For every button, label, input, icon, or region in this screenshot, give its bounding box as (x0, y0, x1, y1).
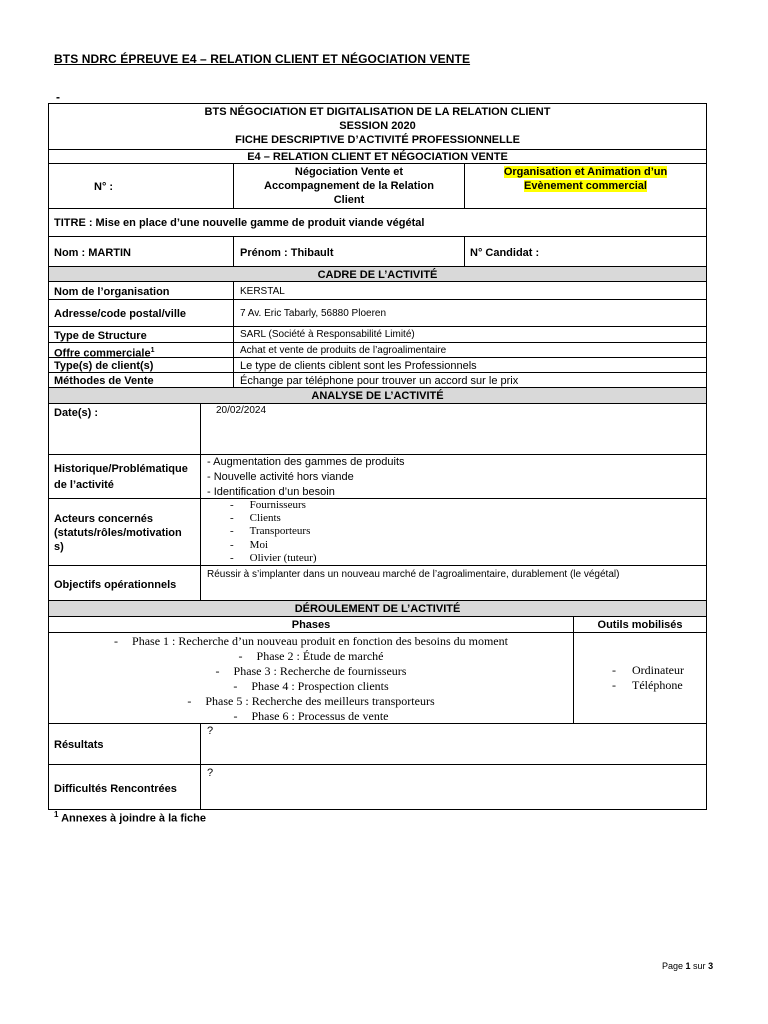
header-epreuve-cell (233, 163, 465, 209)
outils-list (612, 663, 684, 693)
no-label: N° : (94, 181, 114, 193)
date-value: 20/02/2024 (200, 403, 707, 455)
header-no-cell (48, 163, 234, 209)
candidat-cell (464, 236, 707, 267)
cadre-value-offre: Achat et vente de produits de l’agroalimentaire (233, 342, 707, 358)
cadre-value-structure: SARL (Société à Responsabilité Limité) (233, 326, 707, 343)
prenom-cell (233, 236, 465, 267)
outil-item: - Téléphone (612, 678, 683, 692)
offre-label-text: Offre commerciale (54, 347, 151, 360)
historique-item: - Identification d’un besoin (207, 486, 335, 498)
nom-text: Nom : MARTIN (54, 247, 131, 259)
cadre-label-offre (48, 342, 234, 358)
analyse-heading: ANALYSE DE L’ACTIVITÉ (48, 387, 707, 404)
prenom-text: Prénom : Thibault (240, 247, 334, 259)
phase-item: - Phase 1 : Recherche d’un nouveau produit en fonction des besoins du moment (114, 634, 508, 648)
objectifs-label: Objectifs opérationnels (48, 565, 201, 601)
dash-mark: - (56, 90, 60, 104)
acteurs-label-line-1: Acteurs concernés (54, 513, 154, 525)
phases-cell (48, 632, 574, 724)
cadre-label-clients: Type(s) de client(s) (48, 357, 234, 373)
difficultes-value: ? (200, 764, 707, 810)
outils-header: Outils mobilisés (573, 616, 707, 633)
phases-list (49, 633, 573, 724)
cadre-heading: CADRE DE L’ACTIVITÉ (48, 266, 707, 282)
cadre-label-organisation: Nom de l’organisation (48, 281, 234, 300)
titre-text: TITRE : Mise en place d’une nouvelle gamme de produit viande végétal (54, 217, 425, 229)
header-line-3: FICHE DESCRIPTIVE D’ACTIVITÉ PROFESSIONNELLE (235, 134, 520, 146)
acteurs-value (200, 498, 707, 566)
cadre-value-organisation: KERSTAL (233, 281, 707, 300)
phase-item: - Phase 3 : Recherche de fournisseurs (215, 664, 407, 678)
nom-cell (48, 236, 234, 267)
outil-item: - Ordinateur (612, 663, 684, 677)
page-total: 3 (708, 961, 714, 971)
acteurs-label (48, 498, 201, 566)
footnote (54, 810, 206, 825)
historique-value (200, 454, 707, 499)
historique-item: - Nouvelle activité hors viande (207, 471, 354, 483)
date-label: Date(s) : (48, 403, 201, 455)
acteurs-list (230, 499, 317, 565)
cadre-value-adresse: 7 Av. Eric Tabarly, 56880 Ploeren (233, 299, 707, 327)
header-line-1: BTS NÉGOCIATION ET DIGITALISATION DE LA RELATION CLIENT (204, 106, 551, 118)
phase-item: - Phase 5 : Recherche des meilleurs transporteurs (187, 694, 435, 708)
page-current: 1 (685, 961, 691, 971)
acteur-item: - Moi (230, 538, 269, 551)
difficultes-label: Difficultés Rencontrées (48, 764, 201, 810)
option-line-2: Evènement commercial (524, 180, 647, 192)
titre-row (48, 208, 707, 237)
epreuve-line-3: Client (333, 194, 365, 206)
cadre-value-methodes: Échange par téléphone pour trouver un accord sur le prix (233, 372, 707, 388)
phases-header: Phases (48, 616, 574, 633)
option-line-1: Organisation et Animation d’un (503, 166, 668, 178)
acteur-item: - Transporteurs (230, 525, 311, 538)
historique-item: - Augmentation des gammes de produits (207, 456, 405, 468)
cadre-label-adresse: Adresse/code postal/ville (48, 299, 234, 327)
historique-label-line-1: Historique/Problématique (54, 463, 188, 475)
cadre-label-structure: Type de Structure (48, 326, 234, 343)
phase-item: - Phase 2 : Étude de marché (238, 649, 384, 663)
document-title: BTS NDRC ÉPREUVE E4 – RELATION CLIENT ET NÉGOCIATION VENTE (54, 52, 471, 66)
phase-item: - Phase 6 : Processus de vente (233, 709, 389, 723)
acteur-item: - Olivier (tuteur) (230, 551, 317, 564)
header-line-4: E4 – RELATION CLIENT ET NÉGOCIATION VENTE (48, 149, 707, 164)
cadre-label-methodes: Méthodes de Vente (48, 372, 234, 388)
acteur-item: - Fournisseurs (230, 499, 306, 511)
header-line-2: SESSION 2020 (339, 120, 416, 132)
acteurs-label-line-2: (statuts/rôles/motivation (54, 527, 182, 539)
page-number: Page 1 sur 3 (662, 961, 714, 971)
header-option-cell (464, 163, 707, 209)
acteurs-label-line-3: s) (54, 541, 64, 553)
resultats-label: Résultats (48, 723, 201, 765)
offre-footnote-mark: 1 (150, 347, 155, 354)
footnote-mark: 1 (54, 810, 59, 819)
phase-item: - Phase 4 : Prospection clients (233, 679, 389, 693)
resultats-value: ? (200, 723, 707, 765)
epreuve-line-2: Accompagnement de la Relation (264, 180, 434, 192)
footnote-text: Annexes à joindre à la fiche (61, 812, 206, 825)
historique-label (48, 454, 201, 499)
acteur-item: - Clients (230, 512, 281, 525)
outils-cell (573, 632, 707, 724)
objectifs-value: Réussir à s’implanter dans un nouveau marché de l’agroalimentaire, durablement (le végétal) (200, 565, 707, 601)
historique-label-line-2: de l’activité (54, 479, 114, 491)
epreuve-line-1: Négociation Vente et (294, 166, 404, 178)
deroulement-heading: DÉROULEMENT DE L’ACTIVITÉ (48, 600, 707, 617)
cadre-value-clients: Le type de clients ciblent sont les Professionnels (233, 357, 707, 373)
candidat-text: N° Candidat : (470, 247, 540, 259)
